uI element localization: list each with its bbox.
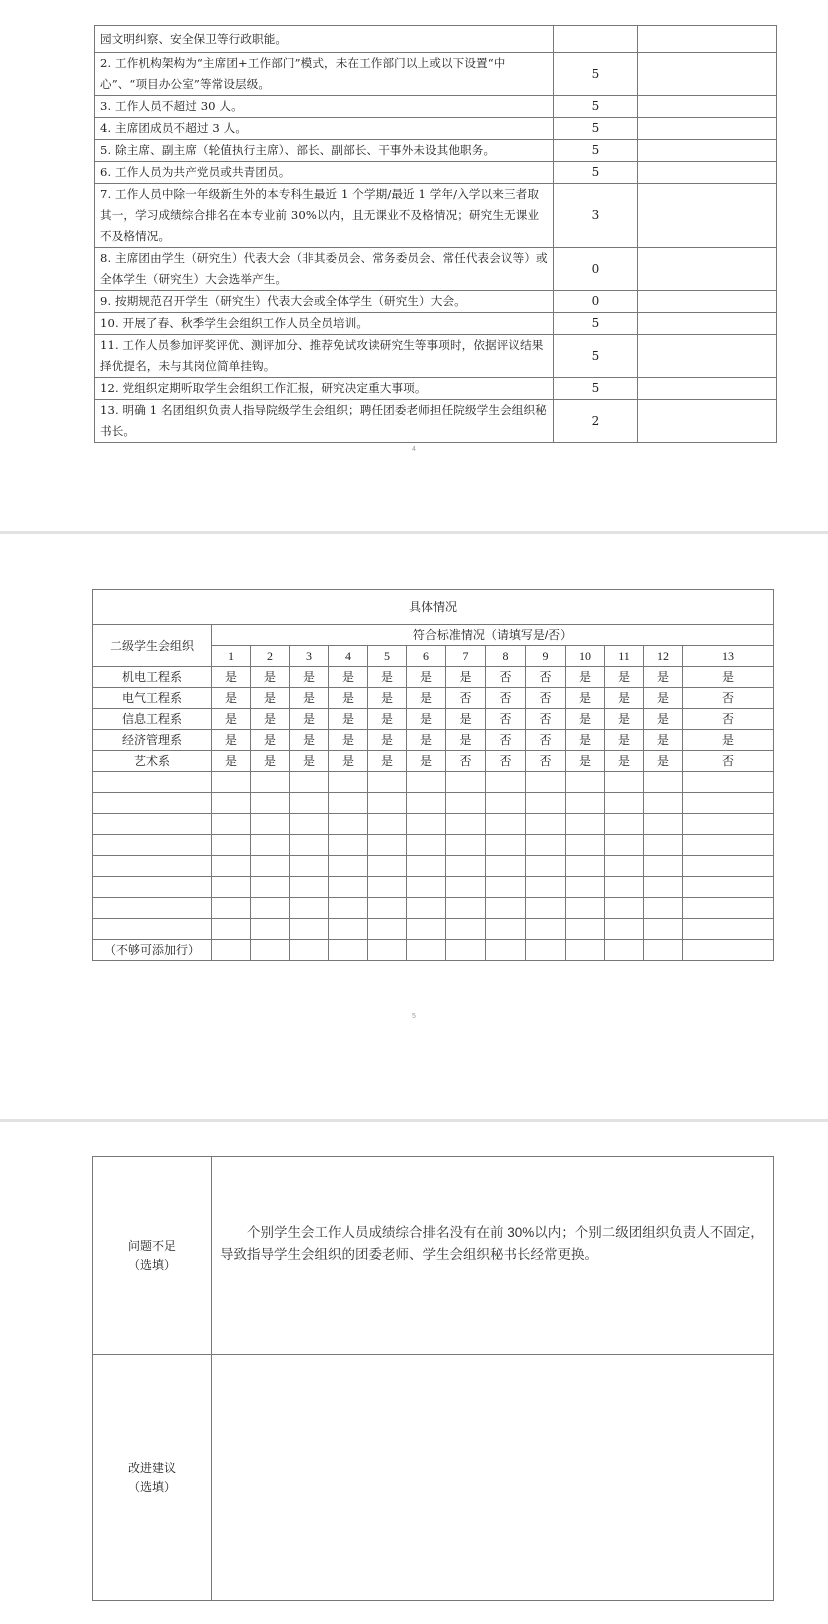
empty-row <box>93 793 774 814</box>
org-name-empty[interactable] <box>93 856 212 877</box>
page-separator <box>0 531 828 534</box>
compliance-cell[interactable]: 是 <box>290 688 329 709</box>
empty-row <box>93 940 774 961</box>
page-number: 4 <box>412 446 416 453</box>
problems-label-cell <box>93 1157 212 1355</box>
compliance-cell-empty[interactable] <box>251 877 290 898</box>
compliance-cell[interactable]: 是 <box>368 667 407 688</box>
column-number: 8 <box>486 646 526 667</box>
criteria-row <box>95 184 777 248</box>
compliance-cell[interactable]: 是 <box>329 751 368 772</box>
compliance-cell-empty[interactable] <box>605 919 644 940</box>
compliance-cell[interactable]: 是 <box>407 667 446 688</box>
empty-row <box>93 835 774 856</box>
compliance-cell[interactable]: 是 <box>566 709 605 730</box>
org-name-empty[interactable] <box>93 877 212 898</box>
compliance-cell-empty[interactable] <box>446 835 486 856</box>
compliance-cell[interactable]: 否 <box>486 667 526 688</box>
compliance-cell-empty[interactable] <box>566 772 605 793</box>
criteria-note[interactable] <box>638 118 777 140</box>
compliance-cell[interactable]: 是 <box>605 667 644 688</box>
compliance-cell-empty[interactable] <box>644 919 683 940</box>
compliance-cell-empty[interactable] <box>368 814 407 835</box>
org-header: 二级学生会组织 <box>93 625 212 667</box>
compliance-cell-empty[interactable] <box>290 856 329 877</box>
compliance-cell-empty[interactable] <box>329 919 368 940</box>
criteria-text: 8. 主席团由学生（研究生）代表大会（非其委员会、常务委员会、常任代表会议等）或全体学生（研究生）大会选举产生。 <box>95 248 554 291</box>
compliance-cell[interactable]: 是 <box>290 730 329 751</box>
compliance-cell-empty[interactable] <box>368 919 407 940</box>
compliance-cell-empty[interactable] <box>251 793 290 814</box>
column-number: 1 <box>212 646 251 667</box>
compliance-cell[interactable]: 是 <box>329 688 368 709</box>
compliance-cell-empty[interactable] <box>683 898 774 919</box>
compliance-cell-empty[interactable] <box>605 835 644 856</box>
compliance-cell[interactable]: 是 <box>212 730 251 751</box>
empty-row <box>93 856 774 877</box>
compliance-cell[interactable]: 否 <box>486 688 526 709</box>
criteria-note[interactable] <box>638 184 777 248</box>
compliance-cell-empty[interactable] <box>683 919 774 940</box>
compliance-cell[interactable]: 否 <box>526 709 566 730</box>
org-name-empty[interactable] <box>93 793 212 814</box>
criteria-score[interactable]: 5 <box>554 118 638 140</box>
compliance-cell-empty[interactable] <box>486 772 526 793</box>
compliance-cell-empty[interactable] <box>566 877 605 898</box>
compliance-cell[interactable]: 是 <box>566 730 605 751</box>
compliance-cell-empty[interactable] <box>446 856 486 877</box>
criteria-row <box>95 53 777 96</box>
compliance-cell-empty[interactable] <box>407 835 446 856</box>
compliance-cell-empty[interactable] <box>212 772 251 793</box>
org-row <box>93 751 774 772</box>
compliance-cell-empty[interactable] <box>212 835 251 856</box>
suggestions-content[interactable] <box>212 1355 774 1601</box>
compliance-cell-empty[interactable] <box>212 940 251 961</box>
criteria-text: 13. 明确 1 名团组织负责人指导院级学生会组织；聘任团委老师担任院级学生会组织秘书长。 <box>95 400 554 443</box>
org-row <box>93 688 774 709</box>
compliance-cell-empty[interactable] <box>605 772 644 793</box>
compliance-cell-empty[interactable] <box>526 814 566 835</box>
compliance-cell-empty[interactable] <box>407 898 446 919</box>
column-number: 5 <box>368 646 407 667</box>
compliance-cell-empty[interactable] <box>290 940 329 961</box>
compliance-cell-empty[interactable] <box>446 877 486 898</box>
compliance-cell-empty[interactable] <box>566 856 605 877</box>
compliance-cell-empty[interactable] <box>605 856 644 877</box>
criteria-note[interactable] <box>638 26 777 53</box>
compliance-cell-empty[interactable] <box>486 940 526 961</box>
compliance-cell-empty[interactable] <box>407 814 446 835</box>
compliance-cell[interactable]: 是 <box>329 709 368 730</box>
compliance-cell[interactable]: 是 <box>605 709 644 730</box>
compliance-cell-empty[interactable] <box>566 835 605 856</box>
column-number: 13 <box>683 646 774 667</box>
column-number: 4 <box>329 646 368 667</box>
compliance-cell[interactable]: 是 <box>605 751 644 772</box>
compliance-cell-empty[interactable] <box>290 835 329 856</box>
compliance-table <box>92 589 774 961</box>
org-name-empty[interactable] <box>93 772 212 793</box>
compliance-cell[interactable]: 是 <box>407 709 446 730</box>
compliance-cell-empty[interactable] <box>605 898 644 919</box>
compliance-cell-empty[interactable] <box>486 835 526 856</box>
compliance-cell[interactable]: 是 <box>368 730 407 751</box>
compliance-cell[interactable]: 是 <box>683 730 774 751</box>
compliance-cell-empty[interactable] <box>644 793 683 814</box>
compliance-cell-empty[interactable] <box>683 856 774 877</box>
org-name-empty[interactable] <box>93 835 212 856</box>
compliance-cell-empty[interactable] <box>566 814 605 835</box>
compliance-cell[interactable]: 是 <box>644 667 683 688</box>
compliance-cell[interactable]: 是 <box>368 709 407 730</box>
compliance-cell-empty[interactable] <box>486 898 526 919</box>
compliance-cell-empty[interactable] <box>290 877 329 898</box>
criteria-text: 10. 开展了春、秋季学生会组织工作人员全员培训。 <box>95 313 554 335</box>
empty-row <box>93 898 774 919</box>
compliance-cell-empty[interactable] <box>683 877 774 898</box>
org-name: 机电工程系 <box>93 667 212 688</box>
compliance-cell[interactable]: 是 <box>683 667 774 688</box>
compliance-cell-empty[interactable] <box>605 940 644 961</box>
column-number: 3 <box>290 646 329 667</box>
compliance-cell-empty[interactable] <box>446 772 486 793</box>
compliance-cell[interactable]: 否 <box>526 751 566 772</box>
compliance-cell-empty[interactable] <box>446 919 486 940</box>
criteria-note[interactable] <box>638 313 777 335</box>
column-number: 9 <box>526 646 566 667</box>
compliance-cell[interactable]: 是 <box>446 709 486 730</box>
criteria-score[interactable]: 5 <box>554 140 638 162</box>
compliance-cell-empty[interactable] <box>644 835 683 856</box>
compliance-cell-empty[interactable] <box>368 793 407 814</box>
compliance-cell[interactable]: 是 <box>251 667 290 688</box>
compliance-cell-empty[interactable] <box>644 814 683 835</box>
compliance-cell[interactable]: 否 <box>446 751 486 772</box>
column-number: 12 <box>644 646 683 667</box>
compliance-cell-empty[interactable] <box>526 898 566 919</box>
compliance-cell[interactable]: 是 <box>290 751 329 772</box>
compliance-cell-empty[interactable] <box>526 877 566 898</box>
compliance-cell-empty[interactable] <box>486 877 526 898</box>
compliance-cell-empty[interactable] <box>212 856 251 877</box>
compliance-cell-empty[interactable] <box>251 919 290 940</box>
compliance-cell[interactable]: 是 <box>212 688 251 709</box>
compliance-cell-empty[interactable] <box>407 919 446 940</box>
compliance-cell-empty[interactable] <box>446 898 486 919</box>
criteria-text: 9. 按期规范召开学生（研究生）代表大会或全体学生（研究生）大会。 <box>95 291 554 313</box>
compliance-cell-empty[interactable] <box>407 877 446 898</box>
criteria-score[interactable]: 0 <box>554 248 638 291</box>
compliance-cell-empty[interactable] <box>486 856 526 877</box>
criteria-score[interactable]: 5 <box>554 162 638 184</box>
criteria-note[interactable] <box>638 400 777 443</box>
compliance-cell-empty[interactable] <box>329 772 368 793</box>
compliance-cell-empty[interactable] <box>212 919 251 940</box>
criteria-row <box>95 400 777 443</box>
criteria-row <box>95 313 777 335</box>
compliance-cell-empty[interactable] <box>644 772 683 793</box>
compliance-cell[interactable]: 是 <box>446 730 486 751</box>
criteria-note[interactable] <box>638 248 777 291</box>
compliance-cell-empty[interactable] <box>251 898 290 919</box>
compliance-cell-empty[interactable] <box>290 814 329 835</box>
compliance-cell-empty[interactable] <box>251 814 290 835</box>
compliance-cell-empty[interactable] <box>683 772 774 793</box>
org-name-empty[interactable] <box>93 898 212 919</box>
empty-row <box>93 814 774 835</box>
column-number: 6 <box>407 646 446 667</box>
compliance-cell-empty[interactable] <box>329 877 368 898</box>
compliance-cell-empty[interactable] <box>407 772 446 793</box>
criteria-text: 6. 工作人员为共产党员或共青团员。 <box>95 162 554 184</box>
compliance-cell[interactable]: 是 <box>644 688 683 709</box>
criteria-row <box>95 378 777 400</box>
empty-row <box>93 919 774 940</box>
compliance-cell-empty[interactable] <box>526 772 566 793</box>
standard-header: 符合标准情况（请填写是/否） <box>212 625 774 646</box>
criteria-row <box>95 335 777 378</box>
criteria-score[interactable]: 5 <box>554 335 638 378</box>
suggestions-label-cell <box>93 1355 212 1601</box>
compliance-cell[interactable]: 是 <box>644 730 683 751</box>
feedback-table <box>92 1156 774 1601</box>
org-name-empty[interactable] <box>93 814 212 835</box>
criteria-row <box>95 140 777 162</box>
compliance-cell-empty[interactable] <box>486 814 526 835</box>
compliance-cell[interactable]: 是 <box>566 751 605 772</box>
compliance-cell[interactable]: 是 <box>644 751 683 772</box>
compliance-cell-empty[interactable] <box>368 877 407 898</box>
compliance-cell[interactable]: 是 <box>212 667 251 688</box>
org-row <box>93 667 774 688</box>
criteria-score[interactable]: 3 <box>554 184 638 248</box>
suggestions-label: 改进建议 <box>127 1460 176 1475</box>
compliance-cell-empty[interactable] <box>368 856 407 877</box>
compliance-cell-empty[interactable] <box>251 856 290 877</box>
column-number: 11 <box>605 646 644 667</box>
compliance-cell[interactable]: 是 <box>251 730 290 751</box>
compliance-cell[interactable]: 是 <box>251 751 290 772</box>
criteria-score[interactable] <box>554 26 638 53</box>
criteria-text: 5. 除主席、副主席（轮值执行主席）、部长、副部长、干事外未设其他职务。 <box>95 140 554 162</box>
compliance-cell-empty[interactable] <box>329 814 368 835</box>
compliance-cell-empty[interactable] <box>486 919 526 940</box>
compliance-cell-empty[interactable] <box>368 898 407 919</box>
compliance-cell[interactable]: 是 <box>407 751 446 772</box>
compliance-cell-empty[interactable] <box>212 877 251 898</box>
criteria-row <box>95 96 777 118</box>
compliance-cell[interactable]: 是 <box>251 709 290 730</box>
criteria-row <box>95 118 777 140</box>
compliance-cell-empty[interactable] <box>644 856 683 877</box>
compliance-cell-empty[interactable] <box>566 919 605 940</box>
criteria-score[interactable]: 5 <box>554 378 638 400</box>
compliance-cell[interactable]: 是 <box>407 688 446 709</box>
column-number: 10 <box>566 646 605 667</box>
org-row <box>93 709 774 730</box>
compliance-cell[interactable]: 是 <box>605 730 644 751</box>
criteria-text: 7. 工作人员中除一年级新生外的本专科生最近 1 个学期/最近 1 学年/入学以来三者取其一，学习成绩综合排名在本专业前 30%以内，且无课业不及格情况；研究生无课业不及格情况。 <box>95 184 554 248</box>
criteria-text: 2. 工作机构架构为“主席团+工作部门”模式，未在工作部门以上或以下设置“中心”、“项目办公室”等常设层级。 <box>95 53 554 96</box>
criteria-note[interactable] <box>638 378 777 400</box>
table-title: 具体情况 <box>93 590 774 625</box>
criteria-row <box>95 248 777 291</box>
compliance-cell-empty[interactable] <box>566 793 605 814</box>
criteria-note[interactable] <box>638 335 777 378</box>
compliance-cell-empty[interactable] <box>368 940 407 961</box>
compliance-cell-empty[interactable] <box>566 940 605 961</box>
criteria-score[interactable]: 5 <box>554 313 638 335</box>
compliance-cell[interactable]: 否 <box>526 667 566 688</box>
criteria-row <box>95 26 777 53</box>
criteria-text: 3. 工作人员不超过 30 人。 <box>95 96 554 118</box>
criteria-score-table <box>94 25 777 443</box>
criteria-row <box>95 291 777 313</box>
compliance-cell-empty[interactable] <box>290 898 329 919</box>
compliance-cell[interactable]: 是 <box>290 667 329 688</box>
compliance-cell-empty[interactable] <box>329 856 368 877</box>
compliance-cell-empty[interactable] <box>683 814 774 835</box>
compliance-cell[interactable]: 是 <box>329 730 368 751</box>
column-number: 2 <box>251 646 290 667</box>
compliance-cell-empty[interactable] <box>212 793 251 814</box>
org-name: 信息工程系 <box>93 709 212 730</box>
suggestions-optional: （选填） <box>127 1479 176 1494</box>
empty-row <box>93 772 774 793</box>
compliance-cell[interactable]: 是 <box>446 667 486 688</box>
compliance-cell-empty[interactable] <box>368 835 407 856</box>
org-row <box>93 730 774 751</box>
criteria-note[interactable] <box>638 53 777 96</box>
compliance-cell-empty[interactable] <box>329 940 368 961</box>
compliance-cell[interactable]: 是 <box>644 709 683 730</box>
criteria-text: 12. 党组织定期听取学生会组织工作汇报，研究决定重大事项。 <box>95 378 554 400</box>
problems-label: 问题不足 <box>127 1238 176 1253</box>
compliance-cell-empty[interactable] <box>605 814 644 835</box>
compliance-cell-empty[interactable] <box>251 835 290 856</box>
compliance-cell-empty[interactable] <box>368 772 407 793</box>
compliance-cell[interactable]: 否 <box>683 751 774 772</box>
compliance-cell-empty[interactable] <box>526 919 566 940</box>
compliance-cell-empty[interactable] <box>605 793 644 814</box>
compliance-cell-empty[interactable] <box>486 793 526 814</box>
compliance-cell[interactable]: 否 <box>486 730 526 751</box>
org-name: 电气工程系 <box>93 688 212 709</box>
problems-optional: （选填） <box>127 1257 176 1272</box>
criteria-note[interactable] <box>638 140 777 162</box>
criteria-note[interactable] <box>638 96 777 118</box>
compliance-cell-empty[interactable] <box>644 898 683 919</box>
compliance-cell-empty[interactable] <box>212 898 251 919</box>
criteria-score[interactable]: 0 <box>554 291 638 313</box>
compliance-cell[interactable]: 否 <box>486 709 526 730</box>
compliance-cell-empty[interactable] <box>526 940 566 961</box>
compliance-cell-empty[interactable] <box>683 835 774 856</box>
compliance-cell[interactable]: 否 <box>486 751 526 772</box>
compliance-cell[interactable]: 是 <box>407 730 446 751</box>
compliance-cell-empty[interactable] <box>290 793 329 814</box>
compliance-cell[interactable]: 否 <box>683 688 774 709</box>
compliance-cell[interactable]: 否 <box>526 688 566 709</box>
criteria-score[interactable]: 2 <box>554 400 638 443</box>
compliance-cell-empty[interactable] <box>212 814 251 835</box>
compliance-cell-empty[interactable] <box>407 793 446 814</box>
compliance-cell-empty[interactable] <box>407 940 446 961</box>
compliance-cell-empty[interactable] <box>251 940 290 961</box>
compliance-cell-empty[interactable] <box>605 877 644 898</box>
empty-row <box>93 877 774 898</box>
criteria-note[interactable] <box>638 162 777 184</box>
criteria-text: 园文明纠察、安全保卫等行政职能。 <box>95 26 554 53</box>
org-name-empty[interactable] <box>93 919 212 940</box>
problems-content[interactable] <box>212 1157 774 1355</box>
compliance-cell-empty[interactable] <box>407 856 446 877</box>
compliance-cell-empty[interactable] <box>290 919 329 940</box>
compliance-cell[interactable]: 是 <box>212 751 251 772</box>
compliance-cell-empty[interactable] <box>526 793 566 814</box>
compliance-cell-empty[interactable] <box>446 940 486 961</box>
compliance-cell[interactable]: 是 <box>290 709 329 730</box>
compliance-cell-empty[interactable] <box>644 940 683 961</box>
compliance-cell-empty[interactable] <box>290 772 329 793</box>
compliance-cell[interactable]: 是 <box>566 688 605 709</box>
compliance-cell[interactable]: 是 <box>251 688 290 709</box>
compliance-cell-empty[interactable] <box>526 856 566 877</box>
page-separator <box>0 1119 828 1122</box>
compliance-cell[interactable]: 是 <box>566 667 605 688</box>
compliance-cell-empty[interactable] <box>526 835 566 856</box>
org-name: 艺术系 <box>93 751 212 772</box>
compliance-cell[interactable]: 是 <box>329 667 368 688</box>
compliance-cell[interactable]: 否 <box>683 709 774 730</box>
criteria-score[interactable]: 5 <box>554 53 638 96</box>
criteria-note[interactable] <box>638 291 777 313</box>
criteria-score[interactable]: 5 <box>554 96 638 118</box>
compliance-cell[interactable]: 否 <box>526 730 566 751</box>
criteria-text: 11. 工作人员参加评奖评优、测评加分、推荐免试攻读研究生等事项时，依据评议结果择优提名，未与其岗位简单挂钩。 <box>95 335 554 378</box>
criteria-text: 4. 主席团成员不超过 3 人。 <box>95 118 554 140</box>
compliance-cell-empty[interactable] <box>446 793 486 814</box>
column-number: 7 <box>446 646 486 667</box>
compliance-cell-empty[interactable] <box>329 793 368 814</box>
compliance-cell-empty[interactable] <box>251 772 290 793</box>
compliance-cell[interactable]: 是 <box>212 709 251 730</box>
compliance-cell-empty[interactable] <box>683 940 774 961</box>
compliance-cell-empty[interactable] <box>329 898 368 919</box>
compliance-cell-empty[interactable] <box>329 835 368 856</box>
compliance-cell[interactable]: 是 <box>368 751 407 772</box>
add-row-note[interactable]: （不够可添加行） <box>93 940 212 961</box>
criteria-row <box>95 162 777 184</box>
compliance-cell[interactable]: 是 <box>368 688 407 709</box>
problems-text: 个别学生会工作人员成绩综合排名没有在前 30%以内；个别二级团组织负责人不固定，导致指导学生会组织的团委老师、学生会组织秘书长经常更换。 <box>220 1224 764 1262</box>
compliance-cell-empty[interactable] <box>446 814 486 835</box>
compliance-cell[interactable]: 是 <box>605 688 644 709</box>
compliance-cell-empty[interactable] <box>644 877 683 898</box>
compliance-cell[interactable]: 否 <box>446 688 486 709</box>
page-number: 5 <box>412 1013 416 1020</box>
compliance-cell-empty[interactable] <box>683 793 774 814</box>
compliance-cell-empty[interactable] <box>566 898 605 919</box>
org-name: 经济管理系 <box>93 730 212 751</box>
